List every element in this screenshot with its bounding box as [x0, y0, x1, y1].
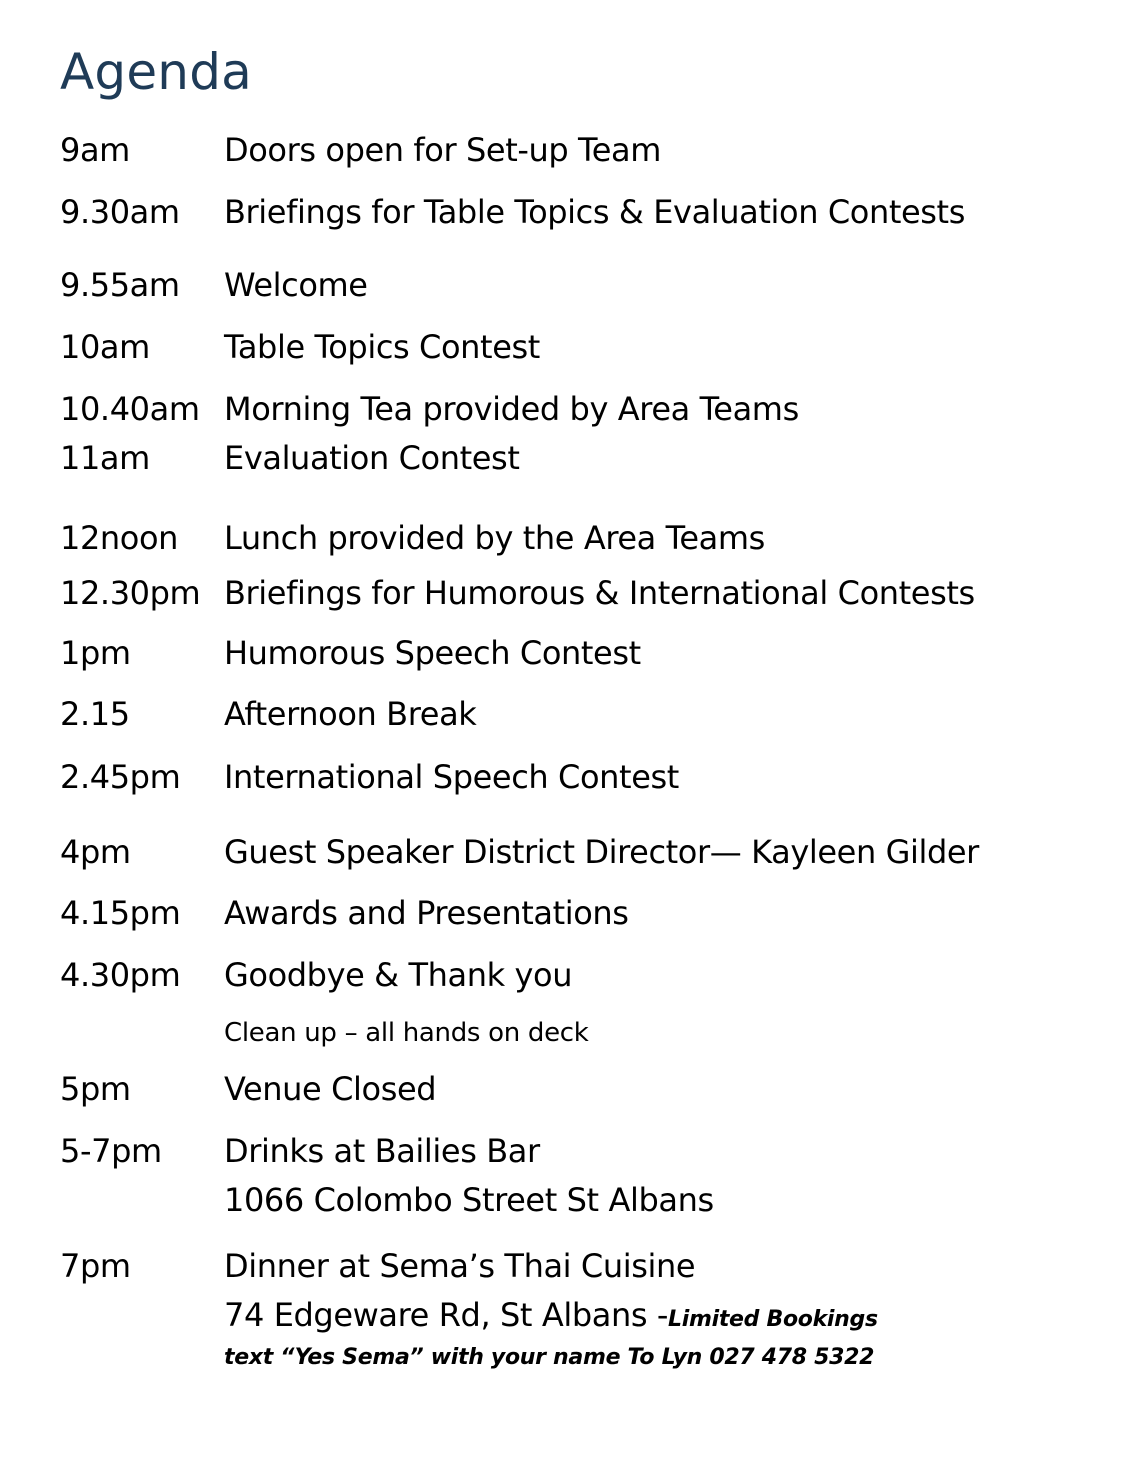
- agenda-time: 9.55am: [60, 266, 180, 304]
- agenda-description: Venue Closed: [224, 1070, 437, 1108]
- agenda-row-245pm: [0, 755, 1141, 799]
- agenda-time: 7pm: [60, 1247, 131, 1285]
- booking-note: Limited Bookings: [668, 1307, 878, 1332]
- agenda-time: 5-7pm: [60, 1132, 162, 1170]
- agenda-time: 10.40am: [60, 390, 200, 428]
- agenda-description: 1066 Colombo Street St Albans: [224, 1181, 714, 1219]
- agenda-row-10am: [0, 325, 1141, 369]
- agenda-row-1pm: [0, 631, 1141, 675]
- agenda-row-415pm: [0, 891, 1141, 935]
- agenda-description: Goodbye & Thank you: [224, 956, 573, 994]
- agenda-description: Briefings for Humorous & International Contests: [224, 574, 975, 612]
- agenda-description: Afternoon Break: [224, 695, 477, 733]
- agenda-row-955am: [0, 263, 1141, 307]
- agenda-row-11am: [0, 436, 1141, 480]
- agenda-description: text “Yes Sema” with your name To Lyn 027 478 5322: [224, 1345, 875, 1370]
- agenda-row-1230pm: [0, 571, 1141, 615]
- agenda-description: Morning Tea provided by Area Teams: [224, 390, 799, 428]
- agenda-row-9am: [0, 128, 1141, 172]
- agenda-row-5pm: [0, 1067, 1141, 1111]
- agenda-time: 11am: [60, 439, 150, 477]
- agenda-time: 5pm: [60, 1070, 131, 1108]
- agenda-row-booking-text: [0, 1341, 1141, 1385]
- agenda-row-7pm: [0, 1244, 1141, 1288]
- agenda-time: 12noon: [60, 519, 179, 557]
- agenda-description: Briefings for Table Topics & Evaluation Contests: [224, 193, 965, 231]
- agenda-description: Dinner at Sema’s Thai Cuisine: [224, 1247, 696, 1285]
- agenda-description: Table Topics Contest: [224, 328, 540, 366]
- agenda-time: 2.45pm: [60, 758, 181, 796]
- agenda-description: Drinks at Bailies Bar: [224, 1132, 540, 1170]
- agenda-description: Doors open for Set-up Team: [224, 131, 662, 169]
- agenda-time: 2.15: [60, 695, 130, 733]
- agenda-description: Lunch provided by the Area Teams: [224, 519, 765, 557]
- agenda-time: 4.15pm: [60, 894, 181, 932]
- agenda-time: 1pm: [60, 634, 131, 672]
- agenda-row-215: [0, 692, 1141, 736]
- agenda-time: 9am: [60, 131, 130, 169]
- agenda-description-wrap: [224, 1293, 878, 1342]
- agenda-description: Guest Speaker District Director— Kayleen Gilder: [224, 833, 979, 871]
- agenda-row-12noon: [0, 516, 1141, 560]
- agenda-description: International Speech Contest: [224, 758, 679, 796]
- page-title: Agenda: [60, 43, 252, 101]
- agenda-row-930am: [0, 190, 1141, 234]
- agenda-description: Evaluation Contest: [224, 439, 520, 477]
- agenda-row-bar-address: [0, 1178, 1141, 1222]
- agenda-description: Humorous Speech Contest: [224, 634, 641, 672]
- agenda-time: 10am: [60, 328, 150, 366]
- agenda-description: Awards and Presentations: [224, 894, 629, 932]
- agenda-description: Clean up – all hands on deck: [224, 1018, 589, 1048]
- agenda-row-1040am: [0, 387, 1141, 431]
- agenda-row-5-7pm: [0, 1129, 1141, 1173]
- agenda-time: 4.30pm: [60, 956, 181, 994]
- agenda-description: Welcome: [224, 266, 368, 304]
- agenda-time: 9.30am: [60, 193, 180, 231]
- agenda-description: 74 Edgeware Rd, St Albans -: [224, 1296, 669, 1334]
- agenda-row-430pm: [0, 953, 1141, 997]
- agenda-row-4pm: [0, 830, 1141, 874]
- agenda-row-cleanup: [0, 1013, 1141, 1057]
- agenda-time: 4pm: [60, 833, 131, 871]
- agenda-time: 12.30pm: [60, 574, 201, 612]
- agenda-row-dinner-address: [0, 1293, 1141, 1337]
